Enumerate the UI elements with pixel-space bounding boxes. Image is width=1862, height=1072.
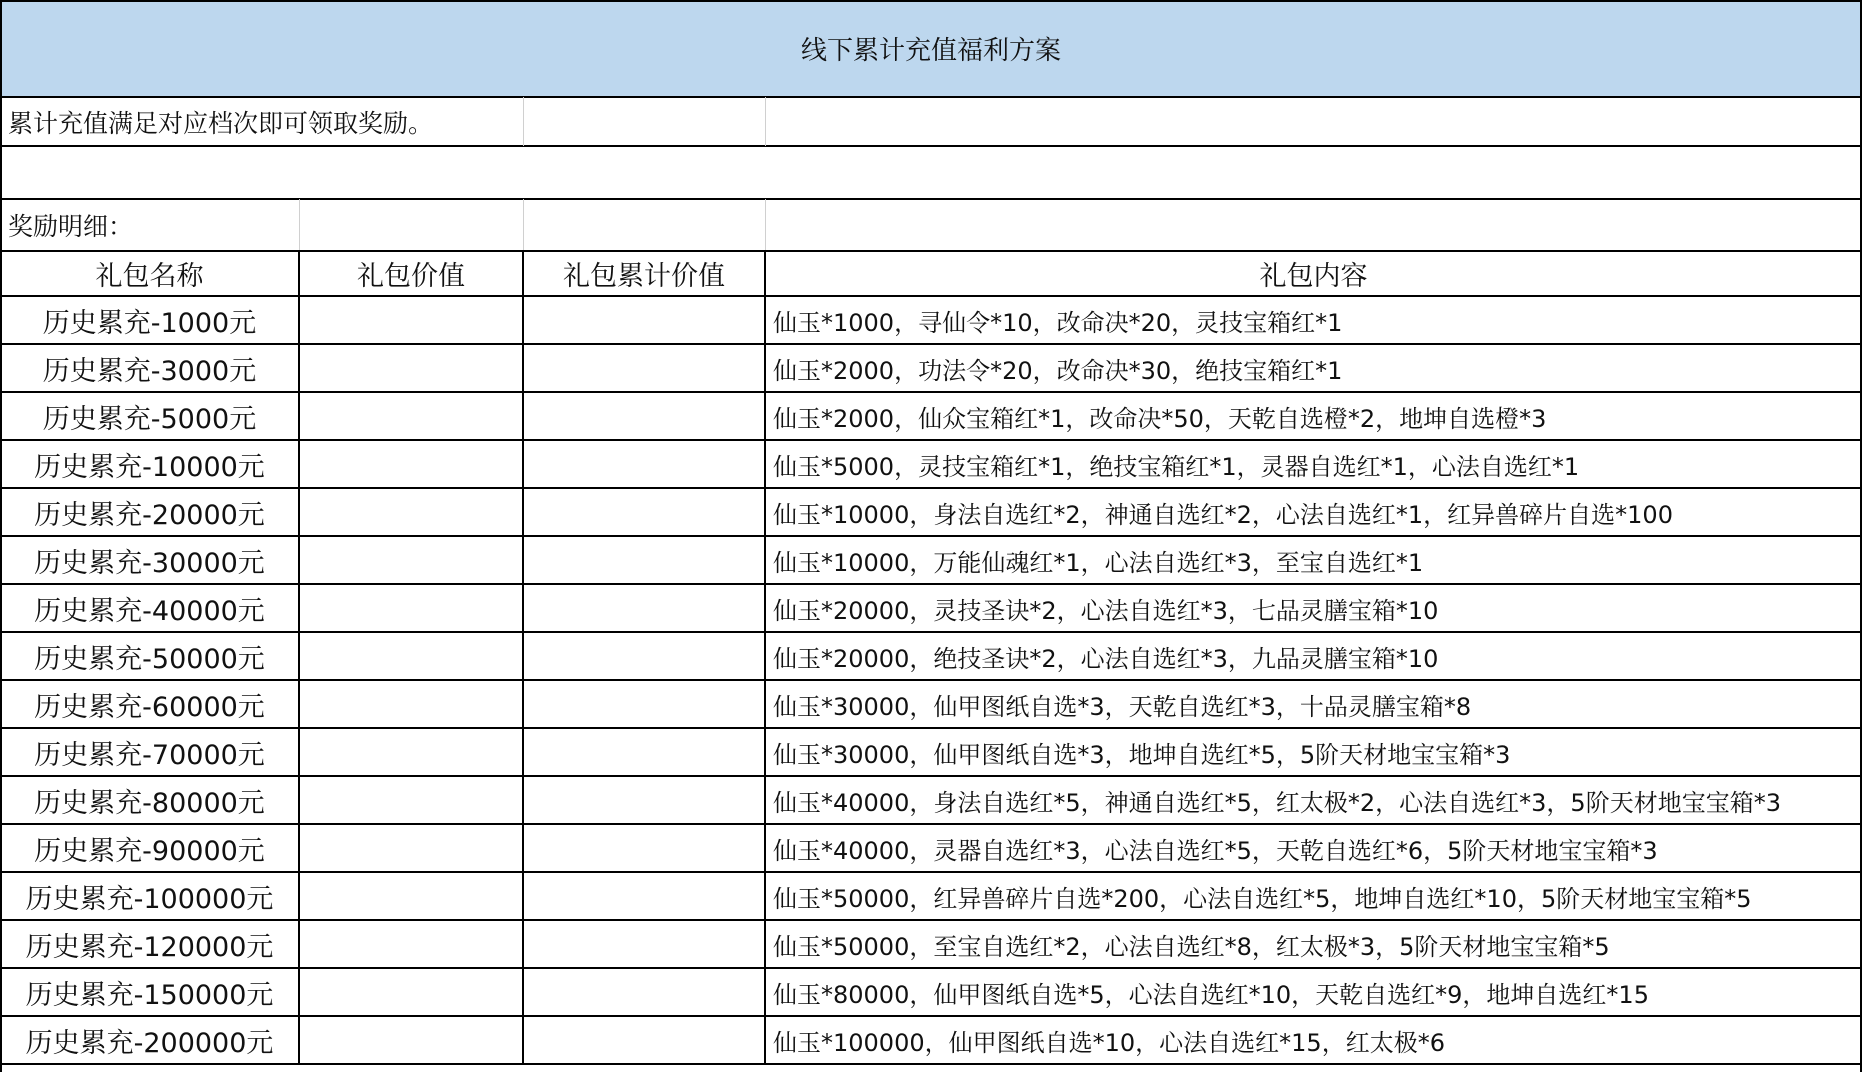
package-name-cell: 历史累充-60000元 xyxy=(34,691,265,723)
package-value-cell xyxy=(299,728,523,776)
package-cumulative-cell xyxy=(523,488,765,536)
detail-label-row xyxy=(0,199,1862,251)
grid-hline xyxy=(0,96,1862,98)
table-row xyxy=(0,728,1862,776)
package-content-cell: 仙玉*50000，红异兽碎片自选*200，心法自选红*5，地坤自选红*10，5阶天材地宝宝箱*5 xyxy=(773,884,1752,913)
package-cumulative-cell xyxy=(523,872,765,920)
grid-hline xyxy=(0,295,1862,297)
grid-hline xyxy=(0,145,1862,147)
package-cumulative-cell xyxy=(523,584,765,632)
title-row xyxy=(0,0,1862,97)
grid-hline xyxy=(0,198,1862,200)
grid-vline xyxy=(764,250,766,1064)
grid-vline xyxy=(299,199,300,251)
package-name-cell: 历史累充-20000元 xyxy=(34,499,265,531)
package-value-cell xyxy=(299,968,523,1016)
package-value-cell xyxy=(299,872,523,920)
table-row xyxy=(0,1016,1862,1064)
column-header-content: 礼包内容 xyxy=(1259,261,1368,292)
package-value-cell xyxy=(299,680,523,728)
grid-vline xyxy=(523,199,524,251)
package-value-cell xyxy=(299,824,523,872)
package-content-cell: 仙玉*20000，灵技圣诀*2，心法自选红*3，七品灵膳宝箱*10 xyxy=(773,596,1439,625)
package-cumulative-cell xyxy=(523,392,765,440)
sheet-title: 线下累计充值福利方案 xyxy=(800,36,1061,66)
package-content-cell: 仙玉*50000，至宝自选红*2，心法自选红*8，红太极*3，5阶天材地宝宝箱*5 xyxy=(773,932,1610,961)
package-value-cell xyxy=(299,392,523,440)
package-cumulative-cell xyxy=(523,536,765,584)
package-value-cell xyxy=(299,344,523,392)
package-cumulative-cell xyxy=(523,632,765,680)
grid-hline xyxy=(0,0,1862,2)
column-header-value: 礼包价值 xyxy=(357,261,465,292)
package-cumulative-cell xyxy=(523,296,765,344)
package-name-cell: 历史累充-40000元 xyxy=(34,595,265,627)
package-cumulative-cell xyxy=(523,920,765,968)
grid-hline xyxy=(0,250,1862,252)
table-row xyxy=(0,584,1862,632)
package-name-cell: 历史累充-90000元 xyxy=(34,835,265,867)
table-row xyxy=(0,920,1862,968)
table-row xyxy=(0,776,1862,824)
package-value-cell xyxy=(299,536,523,584)
package-name-cell: 历史累充-5000元 xyxy=(42,403,257,435)
table-row xyxy=(0,824,1862,872)
package-content-cell: 仙玉*10000，万能仙魂红*1，心法自选红*3，至宝自选红*1 xyxy=(773,548,1424,577)
package-content-cell: 仙玉*40000，身法自选红*5，神通自选红*5，红太极*2，心法自选红*3，5阶天材地宝宝箱*3 xyxy=(773,788,1781,817)
grid-hline xyxy=(0,727,1862,729)
grid-hline xyxy=(0,631,1862,633)
column-header-row xyxy=(0,251,1862,296)
package-name-cell: 历史累充-80000元 xyxy=(34,787,265,819)
package-name-cell: 历史累充-3000元 xyxy=(42,355,257,387)
column-header-name: 礼包名称 xyxy=(95,261,204,292)
package-cumulative-cell xyxy=(523,1016,765,1064)
column-header-cumulative: 礼包累计价值 xyxy=(563,261,725,292)
grid-vline xyxy=(523,97,524,146)
package-cumulative-cell xyxy=(523,680,765,728)
grid-hline xyxy=(0,679,1862,681)
package-name-cell: 历史累充-120000元 xyxy=(25,931,274,963)
package-name-cell: 历史累充-30000元 xyxy=(34,547,265,579)
package-value-cell xyxy=(299,920,523,968)
package-content-cell: 仙玉*100000，仙甲图纸自选*10，心法自选红*15，红太极*6 xyxy=(773,1028,1445,1057)
table-row xyxy=(0,344,1862,392)
grid-hline xyxy=(0,487,1862,489)
package-value-cell xyxy=(299,776,523,824)
grid-hline xyxy=(0,823,1862,825)
table-row xyxy=(0,392,1862,440)
package-cumulative-cell xyxy=(523,824,765,872)
grid-vline xyxy=(765,199,766,251)
package-cumulative-cell xyxy=(523,728,765,776)
table-row xyxy=(0,536,1862,584)
package-content-cell: 仙玉*30000，仙甲图纸自选*3，地坤自选红*5，5阶天材地宝宝箱*3 xyxy=(773,740,1511,769)
package-name-cell: 历史累充-150000元 xyxy=(25,979,274,1011)
grid-hline xyxy=(0,919,1862,921)
package-value-cell xyxy=(299,584,523,632)
table-row xyxy=(0,488,1862,536)
package-value-cell xyxy=(299,296,523,344)
table-row xyxy=(0,968,1862,1016)
package-value-cell xyxy=(299,1016,523,1064)
package-content-cell: 仙玉*5000，灵技宝箱红*1，绝技宝箱红*1，灵器自选红*1，心法自选红*1 xyxy=(773,452,1580,481)
package-cumulative-cell xyxy=(523,776,765,824)
empty-row xyxy=(0,146,1862,199)
grid-hline xyxy=(0,343,1862,345)
table-row xyxy=(0,296,1862,344)
grid-vline xyxy=(298,250,300,1064)
package-content-cell: 仙玉*2000，功法令*20，改命决*30，绝技宝箱红*1 xyxy=(773,356,1343,385)
package-cumulative-cell xyxy=(523,968,765,1016)
package-name-cell: 历史累充-10000元 xyxy=(34,451,265,483)
grid-hline xyxy=(0,439,1862,441)
grid-vline xyxy=(765,97,766,146)
table-row xyxy=(0,680,1862,728)
note-text: 累计充值满足对应档次即可领取奖励。 xyxy=(8,108,434,138)
table-row xyxy=(0,440,1862,488)
grid-hline xyxy=(0,391,1862,393)
package-content-cell: 仙玉*80000，仙甲图纸自选*5，心法自选红*10，天乾自选红*9，地坤自选红*15 xyxy=(773,980,1649,1009)
package-content-cell: 仙玉*30000，仙甲图纸自选*3，天乾自选红*3，十品灵膳宝箱*8 xyxy=(773,692,1472,721)
grid-hline xyxy=(0,967,1862,969)
package-content-cell: 仙玉*20000，绝技圣诀*2，心法自选红*3，九品灵膳宝箱*10 xyxy=(773,644,1439,673)
grid-hline xyxy=(0,583,1862,585)
grid-vline xyxy=(0,0,2,1072)
package-name-cell: 历史累充-200000元 xyxy=(25,1027,274,1059)
table-row xyxy=(0,872,1862,920)
grid-hline xyxy=(0,775,1862,777)
package-content-cell: 仙玉*40000，灵器自选红*3，心法自选红*5，天乾自选红*6，5阶天材地宝宝箱*3 xyxy=(773,836,1658,865)
package-value-cell xyxy=(299,632,523,680)
package-content-cell: 仙玉*1000，寻仙令*10，改命决*20，灵技宝箱红*1 xyxy=(773,308,1343,337)
package-name-cell: 历史累充-70000元 xyxy=(34,739,265,771)
note-row xyxy=(0,97,1862,146)
grid-hline xyxy=(0,1015,1862,1017)
package-content-cell: 仙玉*2000，仙众宝箱红*1，改命决*50，天乾自选橙*2，地坤自选橙*3 xyxy=(773,404,1547,433)
package-name-cell: 历史累充-50000元 xyxy=(34,643,265,675)
grid-hline xyxy=(0,1063,1862,1065)
package-value-cell xyxy=(299,488,523,536)
detail-label: 奖励明细： xyxy=(8,212,134,241)
package-content-cell: 仙玉*10000，身法自选红*2，神通自选红*2，心法自选红*1，红异兽碎片自选*100 xyxy=(773,500,1673,529)
package-cumulative-cell xyxy=(523,344,765,392)
package-name-cell: 历史累充-1000元 xyxy=(42,307,257,339)
grid-hline xyxy=(0,871,1862,873)
package-value-cell xyxy=(299,440,523,488)
grid-vline xyxy=(522,250,524,1064)
package-name-cell: 历史累充-100000元 xyxy=(25,883,274,915)
table-row xyxy=(0,632,1862,680)
grid-hline xyxy=(0,535,1862,537)
package-cumulative-cell xyxy=(523,440,765,488)
